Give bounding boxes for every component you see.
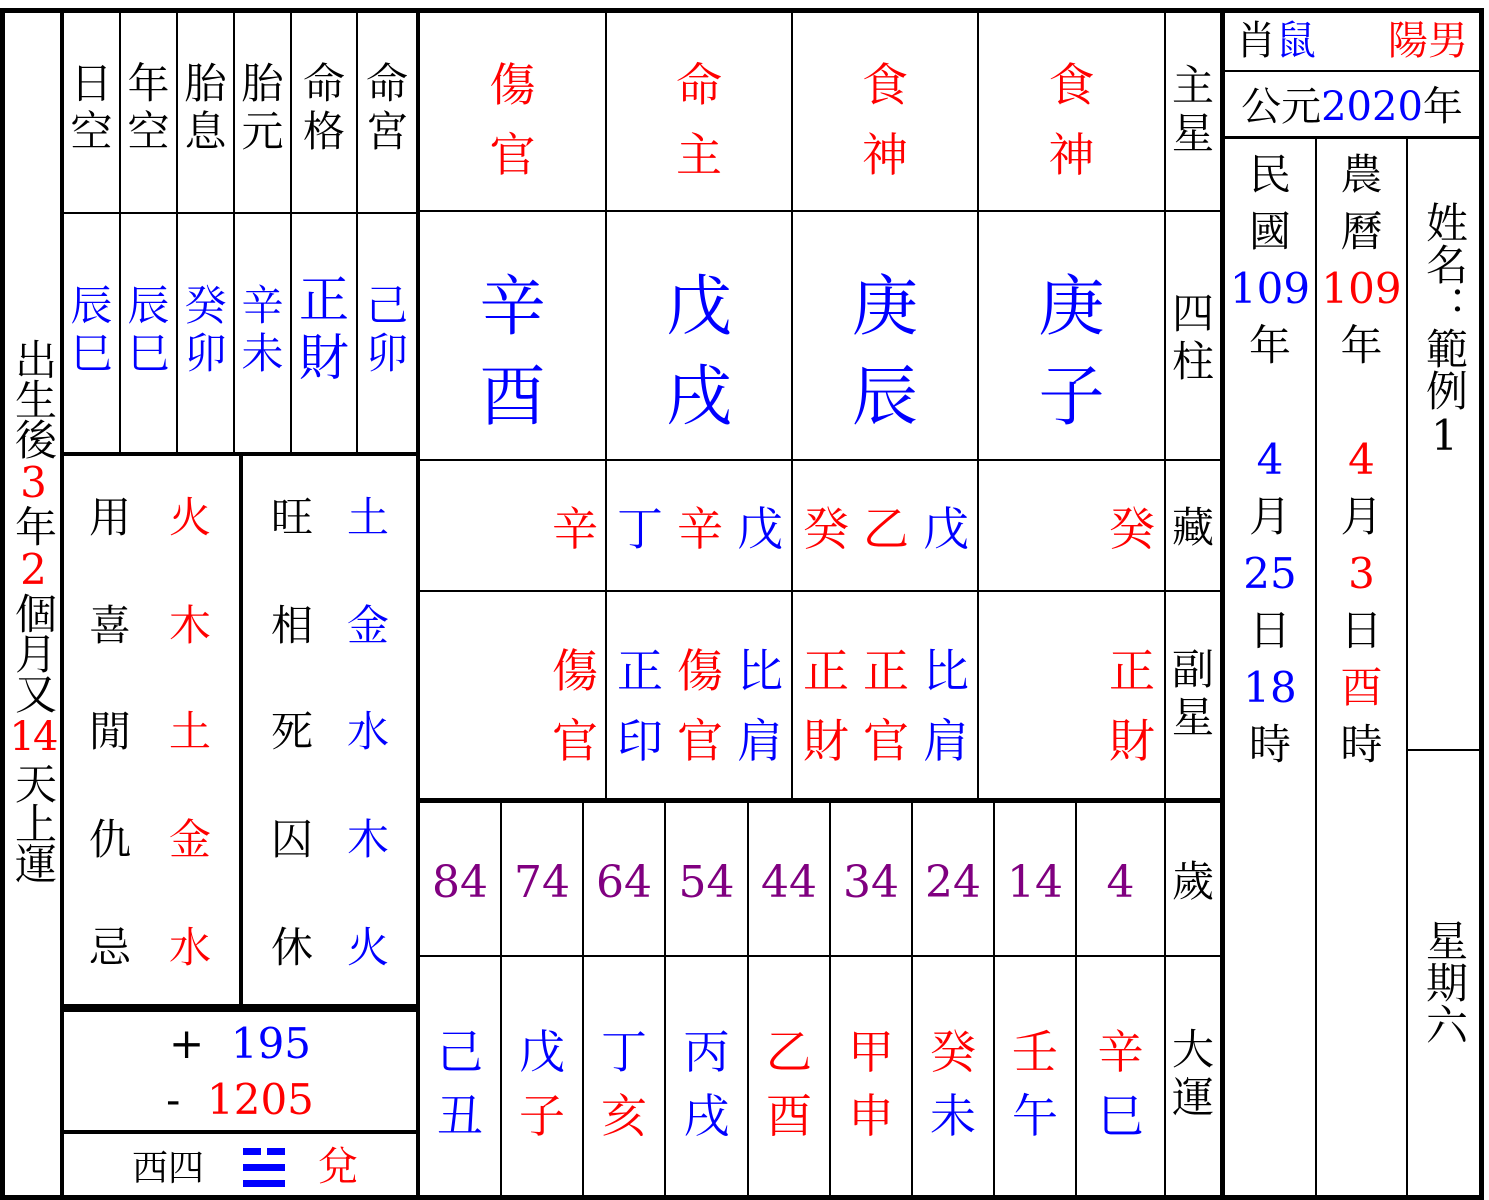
age-cell: 64 [596,857,652,908]
age-cell: 44 [761,857,817,908]
age-cell: 84 [432,857,488,908]
pillar-hour-stem: 辛 [479,268,546,345]
pillar-year-stem: 庚 [1038,268,1105,345]
seasonal-value-0: 土 [346,493,389,542]
start-luck-text [8,240,58,980]
hidden-stem: 癸 [1109,502,1155,556]
use-god-label-2: 閒 [88,707,131,756]
luck-pillar: 癸 未 [930,1025,976,1143]
seasonal-value-4: 火 [346,923,389,972]
pillar-day-stem: 戊 [666,268,732,345]
age-cell: 74 [514,857,570,908]
use-god-value-4: 水 [168,923,211,972]
hidden-stem: 戊 [923,502,969,556]
small-value-life-palace: 己 卯 [365,281,408,379]
age-cell: 4 [1106,857,1135,908]
minguo-hour: 18 [1243,663,1297,712]
small-header-fetal-origin: 胎 元 [241,59,284,157]
pillar-day-branch: 戌 [666,358,732,435]
age-cell: 24 [925,857,981,908]
zodiac-value: 鼠 [1276,18,1316,64]
sub-star: 傷 官 [552,644,598,768]
main-star-hour: 傷 官 [489,58,536,182]
small-header-year-void: 年 空 [127,59,170,157]
pillar-year-branch: 子 [1038,358,1105,435]
seasonal-label-3: 囚 [270,815,313,864]
luck-pillar: 壬 午 [1012,1025,1058,1143]
use-god-label-0: 用 [88,493,131,542]
gregorian-year-line [1226,84,1478,130]
start-luck-days-unit: 天上運 [9,762,58,882]
use-god-label-4: 忌 [88,923,131,972]
score-plus-line [64,1020,416,1068]
score-minus: 1205 [207,1075,314,1124]
score-plus-sign: + [168,1019,205,1068]
row-label-luck: 大 運 [1171,1025,1214,1123]
pillar-month-branch: 辰 [852,358,918,435]
row-label-sub-star: 副 星 [1171,645,1214,743]
gua-group: 西四 [131,1148,204,1189]
gua-name: 兌 [318,1144,358,1190]
hidden-stem: 辛 [552,502,598,556]
row-label-age: 歲 [1171,857,1214,906]
lunar-hour: 酉 [1340,663,1383,712]
score-minus-line [64,1076,416,1124]
age-cell: 14 [1007,857,1063,908]
use-god-value-3: 金 [168,815,211,864]
lunar-year: 109 [1321,264,1402,313]
hidden-stem: 戊 [737,502,783,556]
use-god-value-1: 木 [168,601,211,650]
luck-pillar: 甲 申 [848,1025,894,1143]
hidden-stem: 乙 [863,502,909,556]
small-header-life-pattern: 命 格 [302,59,345,157]
seasonal-value-1: 金 [346,601,389,650]
sub-star: 正 財 [803,644,849,768]
age-cell: 34 [843,857,899,908]
pillar-month [793,262,977,442]
lunar-day: 3 [1348,549,1375,598]
row-label-pillars: 四 柱 [1171,289,1214,387]
zodiac-label: 肖 [1236,18,1276,64]
start-luck-years: 3 [9,458,58,505]
main-star-year: 食 神 [1048,58,1095,182]
seasonal-value-2: 水 [346,707,389,756]
seasonal-label-4: 休 [270,923,313,972]
luck-pillar: 乙 酉 [766,1025,812,1143]
small-header-day-void: 日 空 [70,59,113,157]
seasonal-label-1: 相 [270,601,313,650]
hidden-stem: 辛 [677,502,723,556]
main-star-month: 食 神 [862,58,908,182]
gender: 陽男 [1388,18,1468,64]
seasonal-label-2: 死 [270,707,313,756]
sub-star: 比 肩 [923,644,969,768]
minguo-month: 4 [1256,435,1284,484]
weekday: 星期六 [1420,919,1469,1045]
use-god-label-1: 喜 [88,601,131,650]
minguo-day: 25 [1243,549,1297,598]
small-header-life-palace: 命 宮 [365,59,408,157]
zodiac-line [1226,18,1478,64]
sub-star: 正 財 [1109,644,1155,768]
small-value-fetal-origin: 辛 未 [241,281,284,379]
luck-pillar: 己 丑 [437,1025,483,1143]
use-god-value-2: 土 [168,707,211,756]
lunar-month: 4 [1348,435,1375,484]
pillar-year [979,262,1164,442]
trigram-dui-icon [243,1148,285,1188]
luck-pillar: 辛 巳 [1097,1025,1144,1143]
use-god-value-0: 火 [168,493,211,542]
main-star-day: 命 主 [676,58,722,182]
seasonal-label-0: 旺 [270,493,313,542]
score-minus-sign: - [166,1075,181,1124]
age-cell: 54 [678,857,735,908]
gregorian-year-pre: 公元 [1241,84,1322,130]
name-field: 姓名：範例1 [1420,200,1469,460]
start-luck-months-unit: 個月又 [9,592,58,712]
sub-star: 正 官 [863,644,909,768]
gregorian-year: 2020 [1321,84,1423,130]
start-luck-prefix: 出生後 [9,338,58,458]
start-luck-months: 2 [9,545,58,592]
sub-star: 正 印 [617,644,663,768]
pillar-day [607,262,791,442]
small-value-fetal-breath: 癸 卯 [184,281,227,379]
pillar-hour [420,262,605,442]
hidden-stem: 癸 [803,502,849,556]
pillar-hour-branch: 酉 [479,358,546,435]
small-value-day-void: 辰 巳 [70,281,113,379]
row-label-hidden: 藏 [1171,503,1214,552]
seasonal-value-3: 木 [346,815,389,864]
score-plus: 195 [230,1019,312,1068]
start-luck-years-unit: 年 [9,505,58,545]
luck-pillar: 戊 子 [519,1025,565,1143]
minguo-year: 109 [1229,264,1311,313]
minguo-date: 民 國 109 年 4 月 25 日 18 時 [1225,146,1315,773]
use-god-label-3: 仇 [88,815,131,864]
lunar-date: 農 曆 109 年 4 月 3 日 酉 時 [1317,146,1406,773]
small-value-life-pattern: 正 財 [299,271,349,387]
small-value-year-void: 辰 巳 [127,281,170,379]
pillar-month-stem: 庚 [852,268,918,345]
hidden-stem: 丁 [617,502,663,556]
sub-star: 傷 官 [677,644,723,768]
row-label-main-star: 主 星 [1171,61,1214,159]
luck-pillar: 丙 戌 [683,1025,730,1143]
gregorian-year-post: 年 [1422,84,1463,130]
sub-star: 比 肩 [737,644,783,768]
small-header-fetal-breath: 胎 息 [184,59,227,157]
luck-pillar: 丁 亥 [601,1025,647,1143]
start-luck-days: 14 [9,714,57,760]
